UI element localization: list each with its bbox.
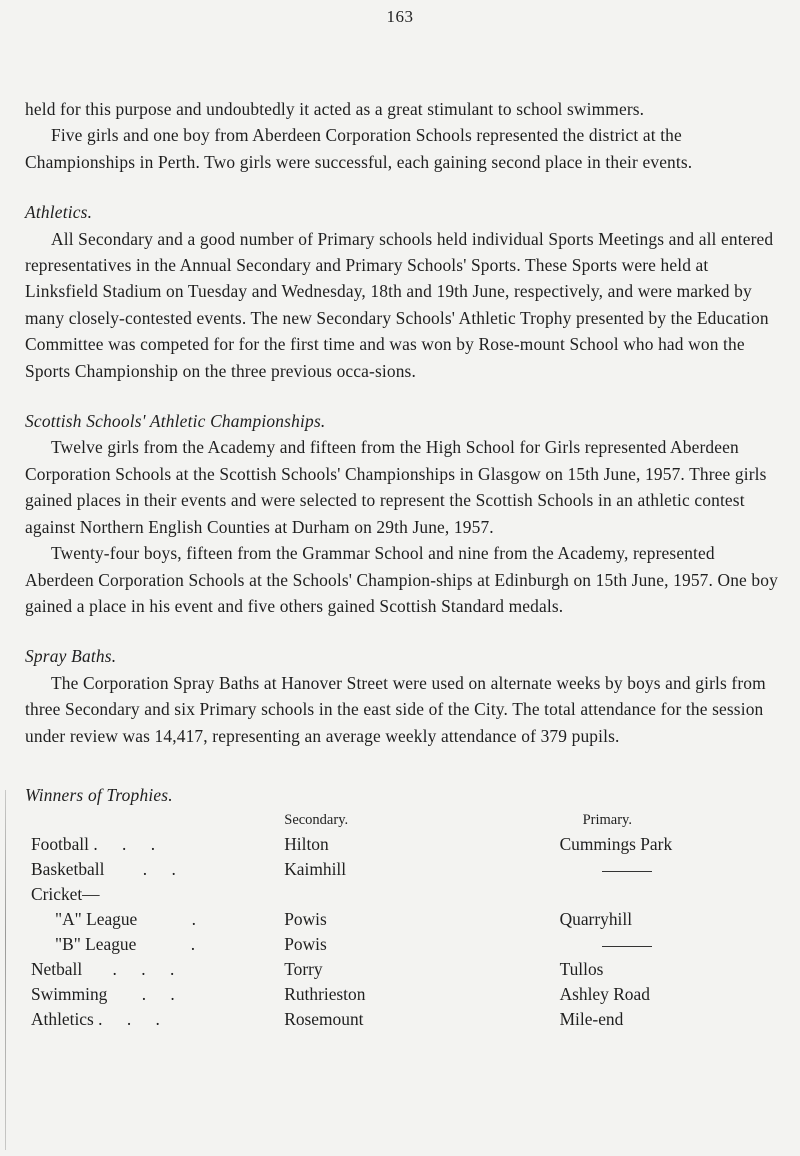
sport-name: Football <box>31 834 89 855</box>
leader-dots: . . . <box>112 959 185 980</box>
no-winner-dash <box>602 871 652 872</box>
table-row <box>25 932 785 957</box>
table-row <box>25 957 785 982</box>
sport-name: Basketball <box>31 859 105 880</box>
page-number: 163 <box>386 7 414 26</box>
primary-winner: Ashley Road <box>559 984 650 1005</box>
secondary-winner: Ruthrieston <box>284 984 366 1005</box>
body-text <box>25 96 785 749</box>
sport-name: Netball <box>31 959 83 980</box>
paragraph-athletics: All Secondary and a good number of Primary schools held individual Sports Meetings and all entered representatives in the Annual Secondary and Primary Schools' Sports. These Sports were held at Linksfield Stadium on Tuesday and Wednesday, 18th and 19th June, respectively, and were marked by many closely-contested events. The new Secondary Schools' Athletic Trophy presented by the Education Committee was competed for for the first time and was won by Rose-mount School who had won the Sports Championship on the three previous occa-sions. <box>25 228 774 381</box>
table-row <box>25 832 785 857</box>
paragraph-spray-baths: The Corporation Spray Baths at Hanover Street were used on alternate weeks by boys and girls from three Secondary and six Primary schools in the east side of the City. The total attendance for the session under review was 14,417, representing an average weekly attendance of 379 pupils. <box>25 672 766 746</box>
heading-spray-baths: Spray Baths. <box>25 646 117 667</box>
table-header-row <box>25 808 785 832</box>
secondary-winner: Powis <box>284 934 327 955</box>
primary-winner: Mile-end <box>559 1009 624 1030</box>
primary-winner: Cummings Park <box>559 834 673 855</box>
paragraph-girls-championships: Twelve girls from the Academy and fifteen from the High School for Girls represented Aberdeen Corporation Schools at the Scottish Schools' Championships in Glasgow on 15th June, 1957. Three girls gained places in their events and were selected to represent the Scottish Schools in an athletic contest against Northern English Counties at Durham on 29th June, 1957. <box>25 437 767 537</box>
leader-dots: . <box>191 909 206 930</box>
sport-name: Athletics <box>31 1009 94 1030</box>
paragraph-perth-championships: Five girls and one boy from Aberdeen Corporation Schools represented the district at the Championships in Perth. Two girls were successful, each gaining second place in their events. <box>25 125 693 172</box>
trophies-table <box>25 808 785 1032</box>
sport-name: "B" League <box>55 934 137 955</box>
secondary-winner: Hilton <box>284 834 329 855</box>
heading-athletics: Athletics. <box>25 202 93 223</box>
leader-dots: . . <box>141 984 185 1005</box>
table-row <box>25 1007 785 1032</box>
table-row <box>25 882 785 907</box>
leader-dots: . . <box>142 859 186 880</box>
primary-winner: Quarryhill <box>559 909 633 930</box>
paragraph-boys-championships: Twenty-four boys, fifteen from the Grammar School and nine from the Academy, represented Aberdeen Corporation Schools at the Schools' Champion-ships at Edinburgh on 15th June, 1957. One boy gained a place in his event and five others gained Scottish Standard medals. <box>25 543 778 616</box>
column-header-secondary: Secondary. <box>284 812 349 829</box>
leader-dots: . <box>190 934 206 955</box>
secondary-winner: Powis <box>284 909 327 930</box>
table-row <box>25 857 785 882</box>
sport-name: "A" League <box>55 909 138 930</box>
leader-dots: . . . <box>98 1009 170 1030</box>
primary-winner: Tullos <box>559 959 604 980</box>
sport-name: Swimming <box>31 984 108 1005</box>
secondary-winner: Rosemount <box>284 1009 364 1030</box>
sport-name: Cricket— <box>31 884 100 905</box>
table-row <box>25 982 785 1007</box>
secondary-winner: Kaimhill <box>284 859 347 880</box>
trophies-section <box>25 782 785 1032</box>
no-winner-dash <box>602 946 652 947</box>
leader-dots: . . . <box>93 834 166 855</box>
heading-scottish-championships: Scottish Schools' Athletic Championships. <box>25 411 326 432</box>
column-header-primary: Primary. <box>582 812 632 829</box>
heading-winners-of-trophies: Winners of Trophies. <box>25 785 173 805</box>
page-edge-shadow <box>5 790 6 1150</box>
table-row <box>25 907 785 932</box>
paragraph-swimming-continued: held for this purpose and undoubtedly it acted as a great stimulant to school swimmers. <box>25 99 645 119</box>
secondary-winner: Torry <box>284 959 323 980</box>
